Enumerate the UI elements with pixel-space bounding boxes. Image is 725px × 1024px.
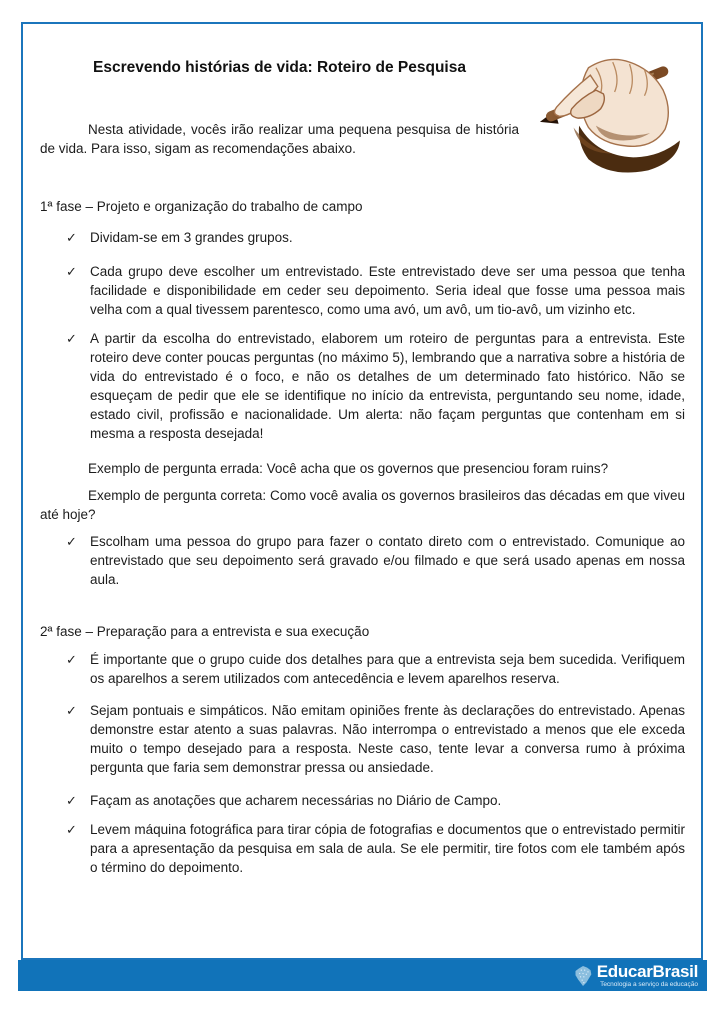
checklist-item bbox=[40, 820, 685, 877]
checkmark-icon: ✓ bbox=[66, 230, 77, 245]
checklist-item-text: Dividam-se em 3 grandes grupos. bbox=[90, 230, 293, 245]
checklist-item-text: É importante que o grupo cuide dos detalhes para que a entrevista seja bem sucedida. Verifiquem os aparelhos a serem utilizados com antecedência e levem aparelhos reserva. bbox=[90, 652, 685, 686]
brazil-map-icon bbox=[573, 965, 593, 987]
logo-text bbox=[597, 963, 698, 989]
educarbrasil-logo bbox=[573, 963, 698, 989]
intro-paragraph: Nesta atividade, vocês irão realizar uma pequena pesquisa de história de vida. Para isso, sigam as recomendações abaixo. bbox=[40, 122, 519, 156]
checkmark-icon: ✓ bbox=[66, 822, 77, 837]
checklist-item bbox=[40, 262, 685, 319]
checkmark-icon: ✓ bbox=[66, 652, 77, 667]
checklist-item-text: Escolham uma pessoa do grupo para fazer o contato direto com o entrevistado. Comunique ao entrevistado que seu depoimento será gravado e/ou filmado e que será usado apenas em nossa aula. bbox=[90, 534, 685, 587]
example-wrong-question: Exemplo de pergunta errada: Você acha que os governos que presenciou foram ruins? bbox=[88, 461, 609, 476]
checklist-item bbox=[40, 791, 685, 810]
checklist-item bbox=[40, 329, 685, 443]
phase-1-heading: 1ª fase – Projeto e organização do trabalho de campo bbox=[40, 199, 363, 214]
checklist-item bbox=[40, 228, 685, 247]
checklist-item bbox=[40, 701, 685, 777]
checklist-item-text: Sejam pontuais e simpáticos. Não emitam opiniões frente às declarações do entrevistado. Apenas demonstre estar atento a suas palavras. Não interrompa o entrevistado a menos que ele exceda muito o tempo desejado para a resposta. Neste caso, tente levar a conversa rumo à próxima pergunta que faria sem demonstrar pressa ou ansiedade. bbox=[90, 703, 685, 775]
checklist-item-text: A partir da escolha do entrevistado, elaborem um roteiro de perguntas para a entrevista. Este roteiro deve conter poucas perguntas (no máximo 5), lembrando que a narrativa sobre a história de vida do entrevistado é o foco, e não os detalhes de um determinado fato histórico. Não se esqueçam de pedir que ele se identifique no início da entrevista, perguntando seu nome, idade, estado civil, profissão e nacionalidade. Um alerta: não façam perguntas que contenham em si mesma a resposta desejada! bbox=[90, 331, 685, 441]
checklist-item bbox=[40, 650, 685, 688]
checklist-item-text: Levem máquina fotográfica para tirar cópia de fotografias e documentos que o entrevistado permitir para a apresentação da pesquisa em sala de aula. Se ele permitir, tire fotos com ele também após o término do depoimento. bbox=[90, 822, 685, 875]
hand-writing-illustration bbox=[533, 36, 685, 176]
checkmark-icon: ✓ bbox=[66, 264, 77, 279]
checkmark-icon: ✓ bbox=[66, 703, 77, 718]
brand-tagline: Tecnologia a serviço da educação bbox=[600, 980, 698, 988]
example-correct-question: Exemplo de pergunta correta: Como você avalia os governos brasileiros das décadas em que viveu até hoje? bbox=[40, 488, 685, 522]
checklist-item-text: Cada grupo deve escolher um entrevistado. Este entrevistado deve ser uma pessoa que tenha facilidade e disponibilidade em ceder seu depoimento. Seria ideal que fosse uma pessoa mais velha com a qual tivessem parentesco, como uma avó, um avô, um tio-avô, um vizinho etc. bbox=[90, 264, 685, 317]
checklist-item-text: Façam as anotações que acharem necessárias no Diário de Campo. bbox=[90, 793, 502, 808]
footer-bar bbox=[18, 960, 707, 991]
checkmark-icon: ✓ bbox=[66, 793, 77, 808]
phase-2-heading: 2ª fase – Preparação para a entrevista e sua execução bbox=[40, 624, 370, 639]
hand-writing-image bbox=[533, 36, 685, 176]
checkmark-icon: ✓ bbox=[66, 534, 77, 549]
checklist-item bbox=[40, 532, 685, 589]
brand-name: EducarBrasil bbox=[596, 961, 698, 981]
document-content bbox=[40, 22, 685, 877]
document-title: Escrevendo histórias de vida: Roteiro de Pesquisa bbox=[93, 59, 466, 76]
checkmark-icon: ✓ bbox=[66, 331, 77, 346]
